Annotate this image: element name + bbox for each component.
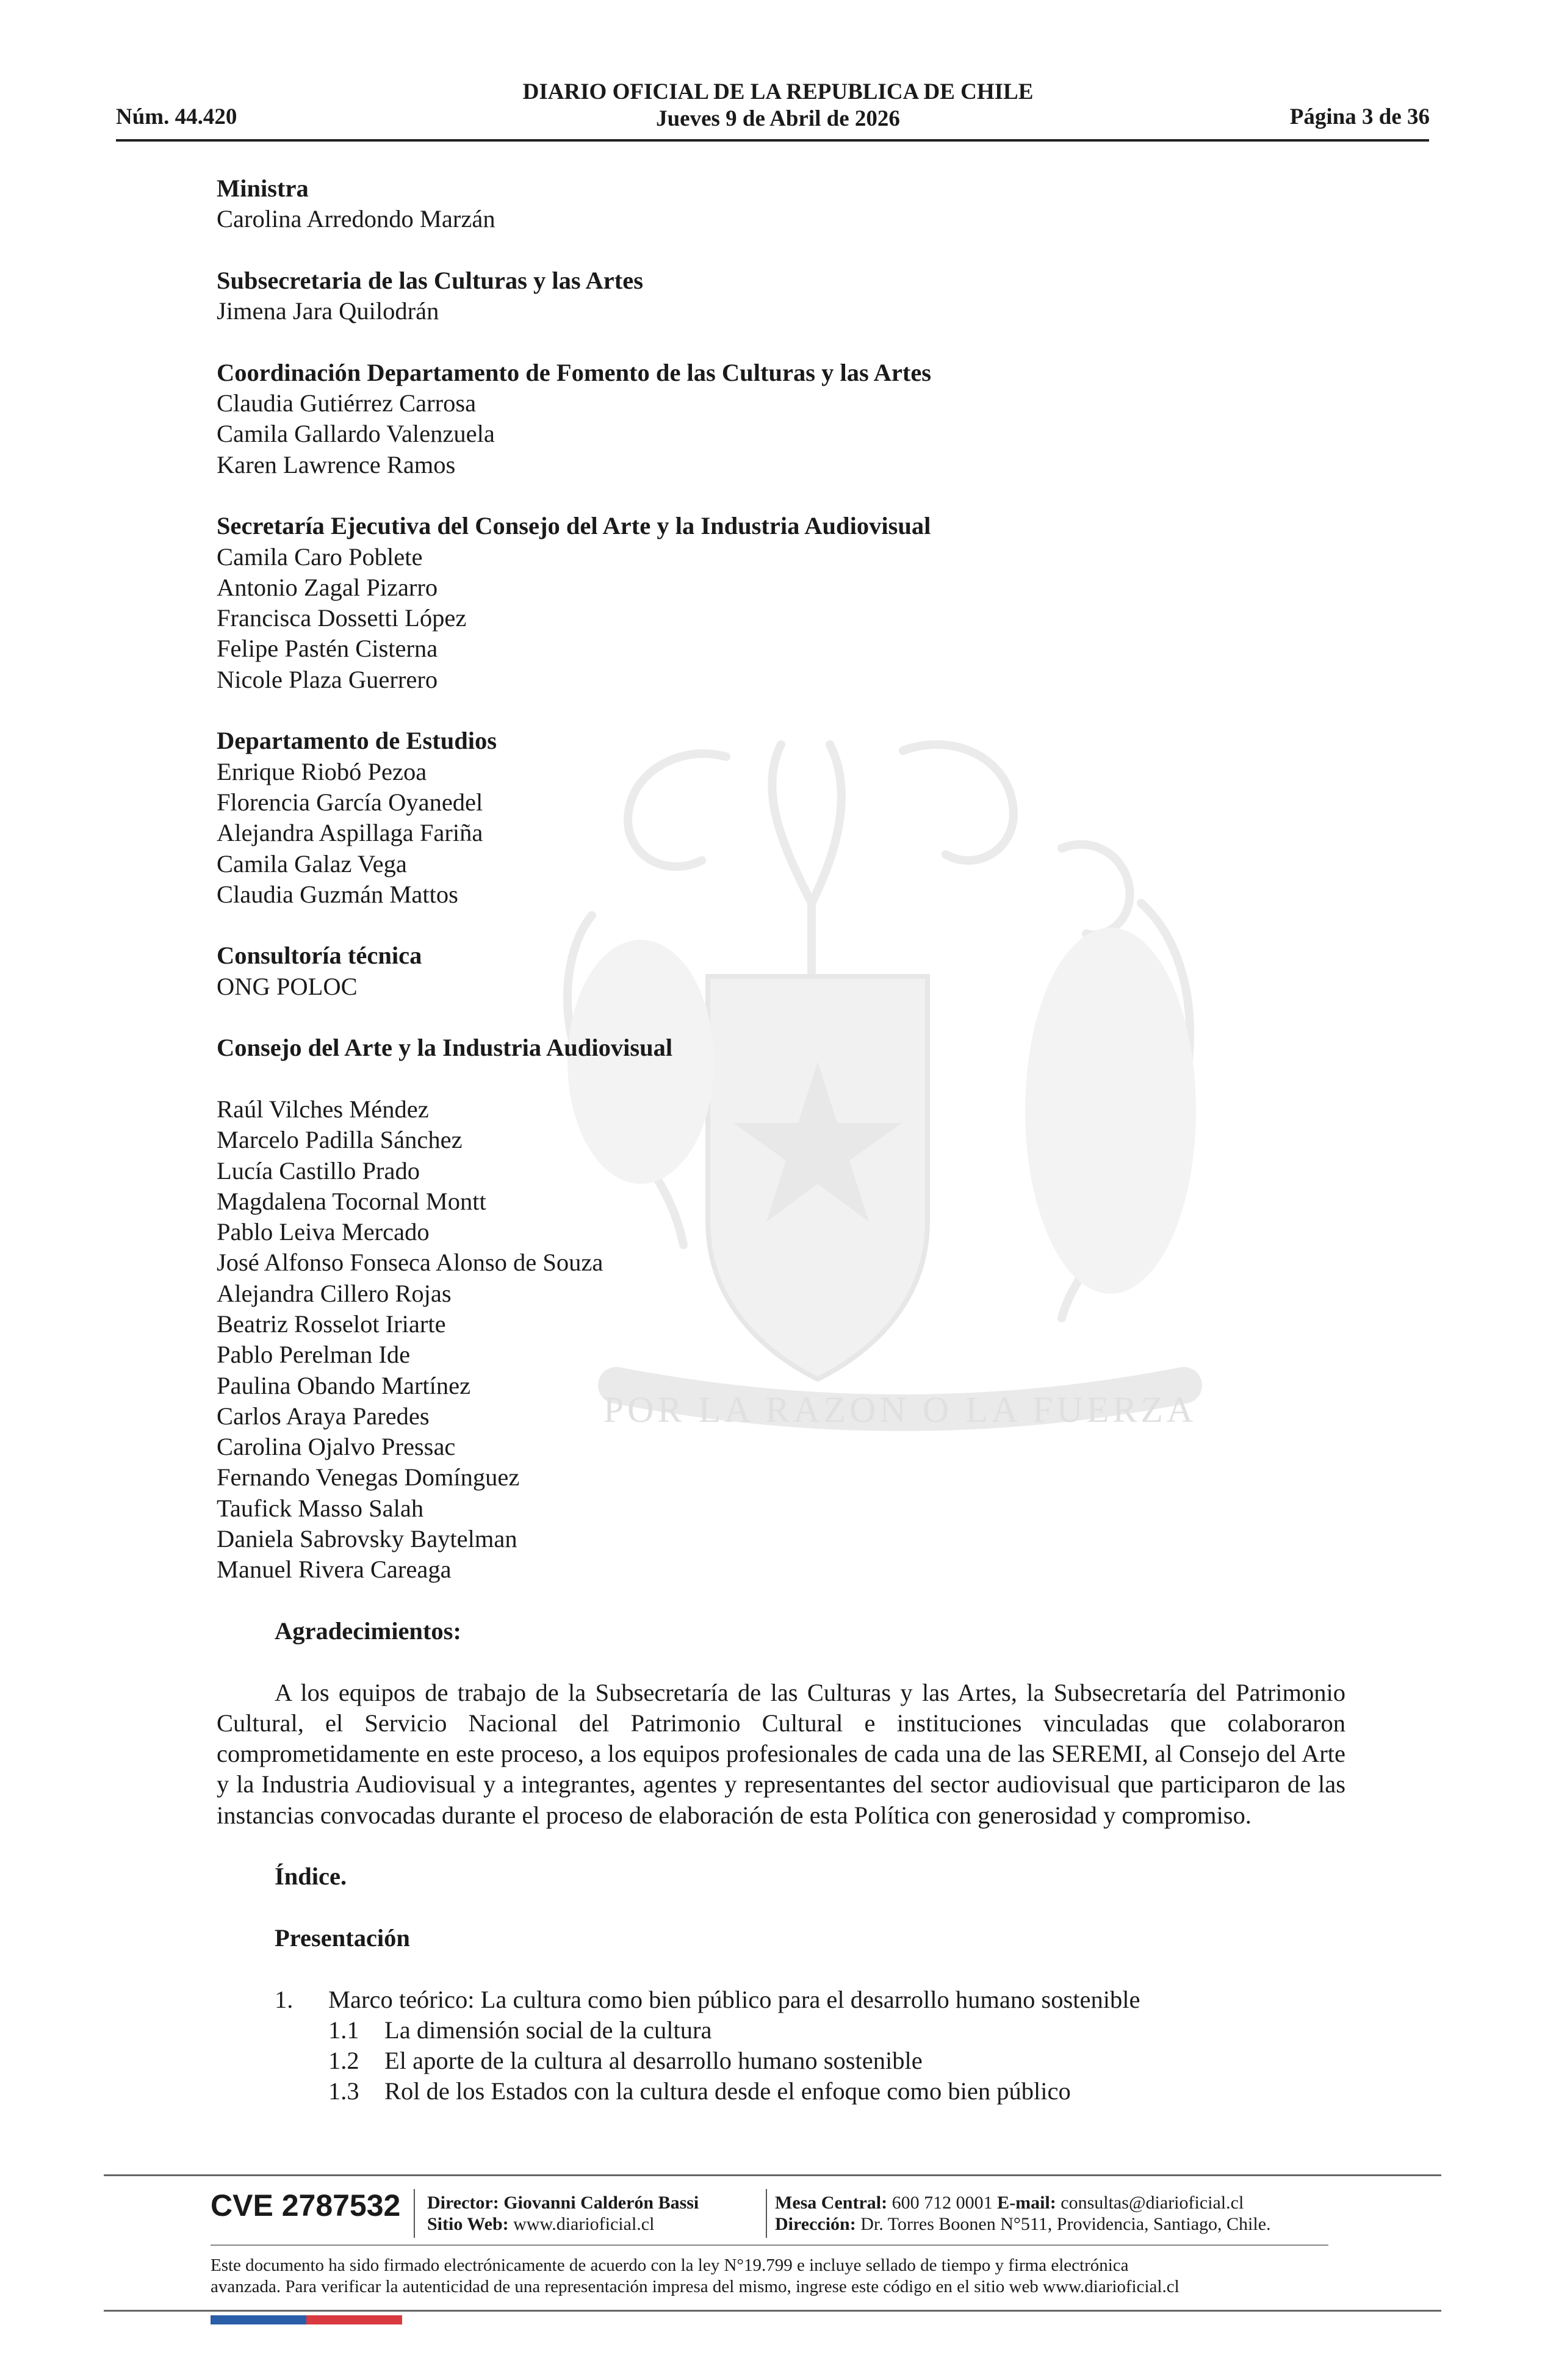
section-title: Secretaría Ejecutiva del Consejo del Arte y la Industria Audiovisual [217,512,931,540]
signature-notice-line: avanzada. Para verificar la autenticidad de una representación impresa del mismo, ingrese este código en el sitio web www.diarioficial.cl [211,2277,1180,2296]
person-name: Camila Gallardo Valenzuela [217,420,495,448]
person-name: Francisca Dossetti López [217,604,467,632]
person-name: Pablo Perelman Ide [217,1341,411,1369]
index-item [217,1985,1345,2015]
index-subitem-number: 1.3 [328,2077,359,2105]
person-name: Antonio Zagal Pizarro [217,573,438,601]
section-title: Departamento de Estudios [217,727,497,755]
cve-code: CVE 2787532 [211,2188,401,2223]
credits-section-subsecretaria [217,265,1345,327]
credits-section-consejo [217,1033,1345,1585]
email-link[interactable]: consultas@diarioficial.cl [1061,2193,1244,2213]
mesa-label: Mesa Central: [775,2193,888,2213]
web-label: Sitio Web: [427,2214,509,2234]
credits-section-secretaria [217,511,1345,695]
agradecimientos-paragraph: A los equipos de trabajo de la Subsecretaría de las Culturas y las Artes, la Subsecretaría del Patrimonio Cultural, el Servicio Nacional del Patrimonio Cultural e instituciones vinculadas que colaboraron comprometidamente en este proceso, a los equipos profesionales de cada una de las SEREMI, al Consejo del Arte y la Industria Audiovisual y a integrantes, agentes y representantes del sector audiovisual que participaron de las instancias convocadas durante el proceso de elaboración de esta Política con generosidad y compromiso. [217,1678,1345,1829]
footer-divider [766,2189,767,2238]
person-name: Carolina Ojalvo Pressac [217,1433,456,1461]
agradecimientos-heading: Agradecimientos: [275,1617,461,1645]
person-name: José Alfonso Fonseca Alonso de Souza [217,1249,603,1277]
person-name: Carlos Araya Paredes [217,1402,430,1430]
person-name: Jimena Jara Quilodrán [217,297,439,325]
footer-rule-middle [211,2245,1328,2246]
index-item-text: Marco teórico: La cultura como bien público para el desarrollo humano sostenible [328,1985,1140,2013]
issue-number: Núm. 44.420 [116,104,237,129]
section-title: Ministra [217,175,309,202]
footer-director-block [427,2192,699,2235]
index-subitem-text: El aporte de la cultura al desarrollo humano sostenible [384,2047,923,2075]
index-subitem [217,2046,1345,2076]
person-name: Nicole Plaza Guerrero [217,665,438,693]
footer-rule-top [104,2174,1441,2176]
person-name: Marcelo Padilla Sánchez [217,1126,463,1154]
flag-stripe-red [306,2315,402,2324]
person-name: Claudia Guzmán Mattos [217,880,458,908]
person-name: ONG POLOC [217,972,358,1000]
person-name: Taufick Masso Salah [217,1494,424,1522]
index-subitem-text: La dimensión social de la cultura [384,2016,712,2044]
website-link[interactable]: www.diarioficial.cl [513,2214,655,2234]
footer-contact-block [775,2192,1271,2235]
mesa-phone: 600 712 0001 [891,2193,993,2213]
watermark-motto: POR LA RAZON O LA FUERZA [603,1390,1197,1430]
direccion-label: Dirección: [775,2214,856,2234]
person-name: Lucía Castillo Prado [217,1156,420,1185]
person-name: Beatriz Rosselot Iriarte [217,1310,446,1338]
index-item-number: 1. [275,1985,294,2013]
person-name: Claudia Gutiérrez Carrosa [217,389,477,417]
director-name: Giovanni Calderón Bassi [503,2193,699,2213]
credits-section-coordinacion [217,358,1345,480]
flag-stripe-blue [211,2315,306,2324]
signature-notice [211,2255,1328,2298]
section-title: Consultoría técnica [217,942,422,970]
newspaper-title: DIARIO OFICIAL DE LA REPUBLICA DE CHILE [522,79,1034,104]
index-subitem-text: Rol de los Estados con la cultura desde el enfoque como bien público [384,2077,1071,2105]
person-name: Manuel Rivera Careaga [217,1556,452,1584]
credits-section-estudios [217,726,1345,910]
person-name: Alejandra Cillero Rojas [217,1279,452,1307]
person-name: Pablo Leiva Mercado [217,1218,430,1246]
address: Dr. Torres Boonen N°511, Providencia, Santiago, Chile. [860,2214,1271,2234]
section-title: Subsecretaria de las Culturas y las Artes [217,266,643,294]
credits-section-consultoria [217,940,1345,1002]
person-name: Felipe Pastén Cisterna [217,635,438,663]
person-name: Camila Caro Poblete [217,543,423,571]
header-rule [116,139,1429,142]
person-name: Enrique Riobó Pezoa [217,757,427,785]
person-name: Camila Galaz Vega [217,849,407,878]
signature-notice-line: Este documento ha sido firmado electrónicamente de acuerdo con la ley N°19.799 e incluye sellado de tiempo y firma electrónica [211,2256,1129,2275]
page-indicator: Página 3 de 36 [1289,104,1430,129]
section-title: Coordinación Departamento de Fomento de las Culturas y las Artes [217,358,932,386]
index-subitem-number: 1.2 [328,2047,359,2075]
email-label: E-mail: [997,2193,1056,2213]
credits-section-ministra [217,173,1345,235]
person-name: Magdalena Tocornal Montt [217,1187,486,1215]
footer-divider [414,2189,415,2238]
issue-date: Jueves 9 de Abril de 2026 [656,106,900,131]
person-name: Karen Lawrence Ramos [217,450,456,478]
index-subitem-number: 1.1 [328,2016,359,2044]
index-subitem [217,2015,1345,2046]
person-name: Alejandra Aspillaga Fariña [217,819,483,847]
person-name: Paulina Obando Martínez [217,1371,471,1399]
section-title: Consejo del Arte y la Industria Audiovisual [217,1034,673,1062]
document-body [217,173,1345,2107]
director-label: Director: [427,2193,499,2213]
person-name: Fernando Venegas Domínguez [217,1463,520,1491]
person-name: Florencia García Oyanedel [217,788,483,816]
index-subitem [217,2076,1345,2107]
person-name: Carolina Arredondo Marzán [217,205,495,233]
indice-heading: Índice. [275,1863,347,1891]
person-name: Raúl Vilches Méndez [217,1095,429,1123]
person-name: Daniela Sabrovsky Baytelman [217,1525,517,1553]
footer-rule-bottom [104,2310,1441,2312]
presentacion-heading: Presentación [275,1924,410,1952]
